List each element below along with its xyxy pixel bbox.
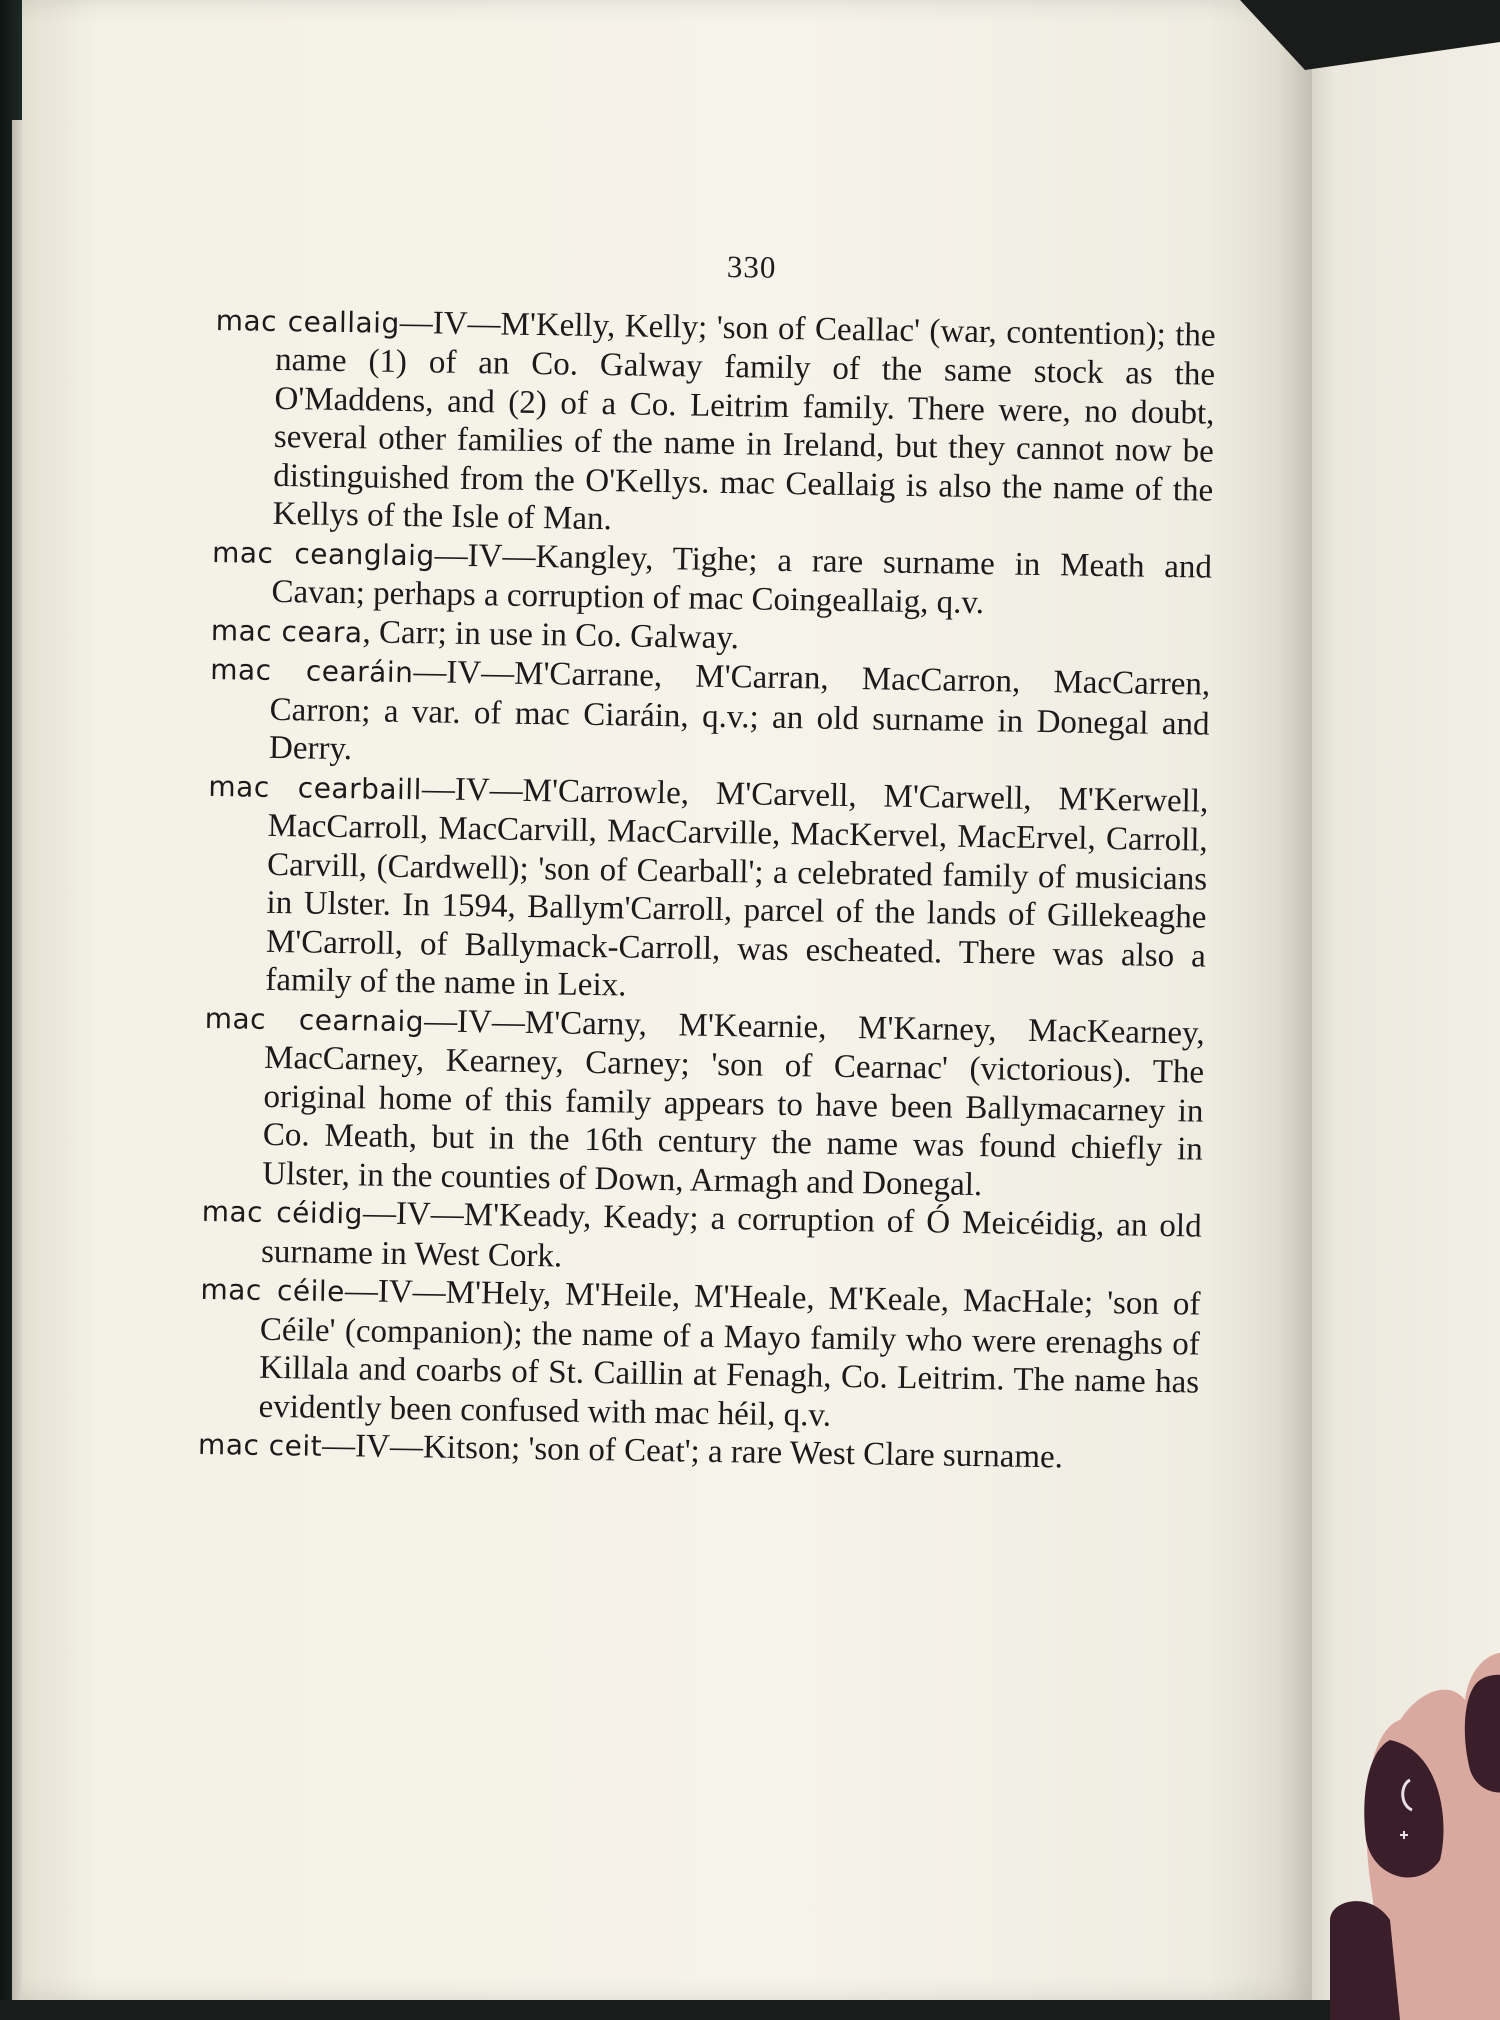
page-content — [198, 240, 1217, 1480]
book-page — [22, 0, 1312, 2000]
entry-headword: mac céile — [200, 1272, 346, 1309]
entry-text: —IV—M'Carny, M'Kearnie, M'Karney, MacKearney, MacCarney, Kearney, Carney; 'son of Cearnac' (victorious). The original home of this family appears to have been Ballymacarney in Co. Meath, but in the 16th century the name was found chiefly in Ulster, in the counties of Down, Armagh and Donegal. — [262, 1002, 1205, 1203]
entry-text: , Carr; in use in Co. Galway. — [362, 613, 740, 656]
entry-headword: mac cearáin — [209, 652, 414, 690]
entry-headword: mac ceallaig — [215, 303, 401, 340]
entry-text: —IV—M'Keady, Keady; a corruption of Ó Meicéidig, an old surname in West Cork. — [260, 1195, 1202, 1275]
entry-mac-cearbaill — [205, 766, 1209, 1014]
entry-text: —IV—Kangley, Tighe; a rare surname in Meath and Cavan; perhaps a corruption of mac Coingeallaig, q.v. — [271, 536, 1213, 622]
entry-mac-cearain — [209, 650, 1211, 782]
page-number: 330 — [726, 249, 777, 285]
entry-headword: mac ceanglaig — [211, 535, 435, 572]
entry-headword: mac ceara — [210, 613, 363, 649]
hand-with-painted-nails — [1330, 1620, 1500, 2020]
entry-mac-ceile — [198, 1270, 1200, 1441]
entry-mac-ceallaig — [212, 300, 1216, 548]
entry-text: —IV—M'Kelly, Kelly; 'son of Ceallac' (war, contention); the name (1) of an Co. Galway family of the same stock as the O'Maddens, and (2) of a Co. Leitrim family. There were, no doubt, several other families of the name in Ireland, but they cannot now be distinguished from the O'Kellys. mac Ceallaig is also the name of the Kellys of the Isle of Man. — [272, 304, 1216, 538]
entry-text: —IV—M'Carrane, M'Carran, MacCarron, MacCarren, Carron; a var. of mac Ciaráin, q.v.; an old surname in Donegal and Derry. — [268, 654, 1211, 768]
entry-text: —IV—M'Hely, M'Heile, M'Heale, M'Keale, MacHale; 'son of Céile' (companion); the name of a Mayo family who were erenaghs of Killala and coarbs of St. Caillin at Fenagh, Co. Leitrim. The name has evidently been confused with mac héil, q.v. — [258, 1273, 1201, 1434]
entry-text: —IV—M'Carrowle, M'Carvell, M'Carwell, M'Kerwell, MacCarroll, MacCarvill, MacCarville, MacKervel, MacErvel, Carroll, Carvill, (Cardwell); 'son of Cearball'; a celebrated family of musicians in Ulster. In 1594, Ballym'Carroll, parcel of the lands of Gillekeaghe M'Carroll, of Ballymack-Carroll, was escheated. There was also a family of the name in Leix. — [265, 770, 1209, 1004]
entry-text: —IV—Kitson; 'son of Ceat'; a rare West Clare surname. — [321, 1427, 1064, 1476]
entry-headword: mac cearnaig — [204, 1001, 425, 1038]
entry-mac-ceanglaig — [211, 532, 1212, 626]
entry-headword: mac cearbaill — [208, 769, 423, 806]
entry-headword: mac céidig — [201, 1194, 364, 1231]
entry-headword: mac ceit — [197, 1427, 323, 1463]
entry-mac-cearnaig — [202, 998, 1205, 1207]
